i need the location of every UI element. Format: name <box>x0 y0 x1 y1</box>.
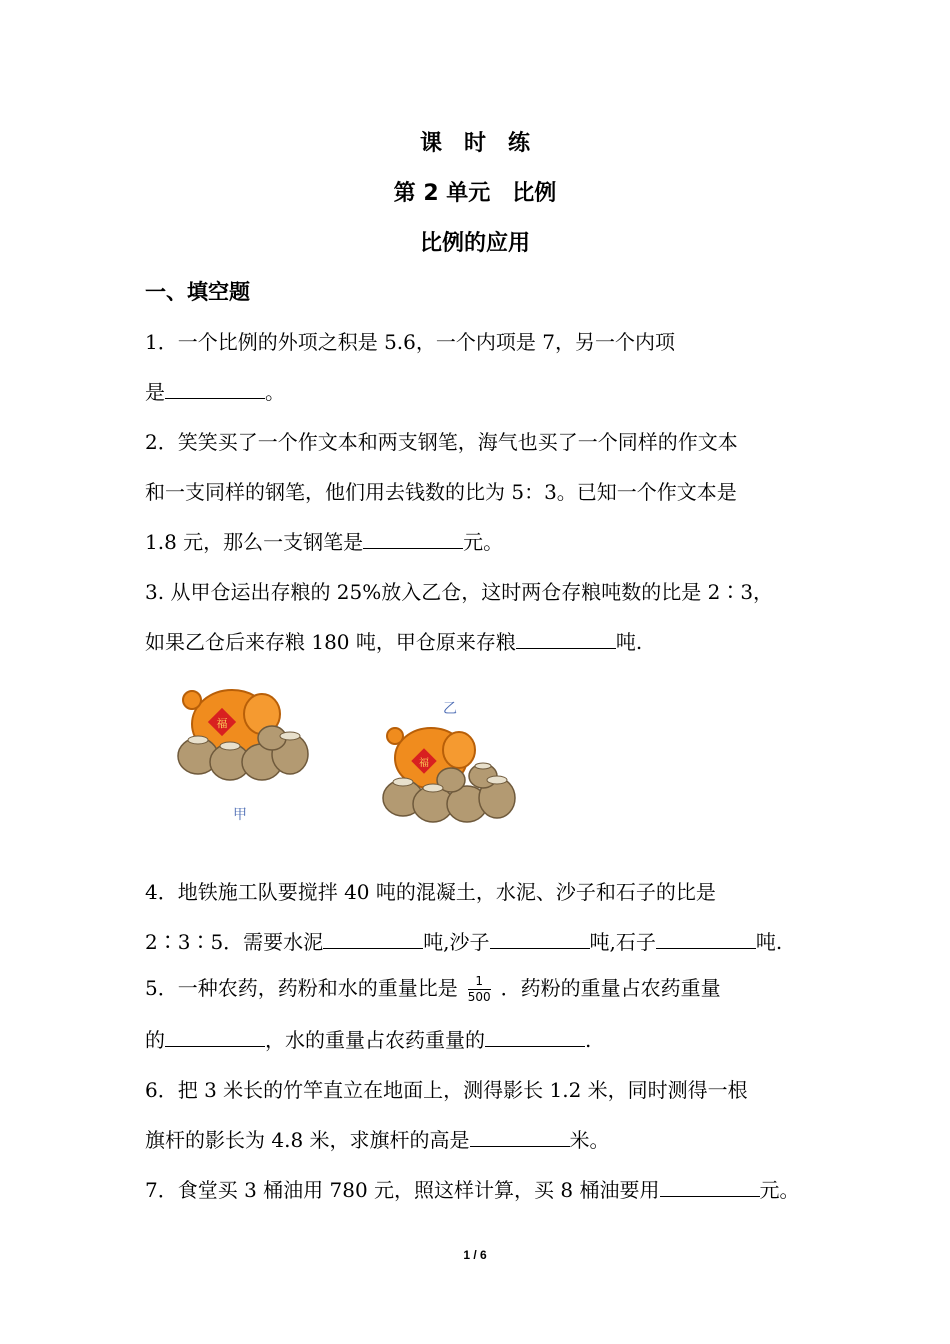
section-heading: 一、填空题 <box>145 280 250 304</box>
fu-sign: 福 <box>419 758 429 769</box>
q6-text: 旗杆的影长为 4.8 米，求旗杆的高是 <box>145 1128 470 1152</box>
q5-text-post: ．药粉的重量占农药重量 <box>500 976 721 1000</box>
granary-b-illustration <box>375 718 525 828</box>
q7-answer-blank[interactable] <box>660 1178 760 1197</box>
q5-text-a: 的 <box>145 1028 165 1052</box>
q4-text-b: 吨,沙子 <box>423 930 490 954</box>
q4-text-a: 2∶3∶5．需要水泥 <box>145 930 324 954</box>
q4-cement-blank[interactable] <box>323 930 423 949</box>
q5-text-c: . <box>585 1028 592 1052</box>
q2-text-end: 元。 <box>463 530 504 554</box>
q4-stone-blank[interactable] <box>656 930 756 949</box>
q3-text-end: 吨. <box>615 630 643 654</box>
page-number: 1 / 6 <box>463 1248 487 1262</box>
q5-line1 <box>145 972 721 1005</box>
label-granary-a: 甲 <box>233 807 247 823</box>
q3-line1: 3. 从甲仓运出存粮的 25%放入乙仓，这时两仓存粮吨数的比是 2∶3， <box>145 580 774 604</box>
q2-line1: 2．笑笑买了一个作文本和两支钢笔，海气也买了一个同样的作文本 <box>145 430 738 454</box>
lesson-title: 比例的应用 <box>419 231 530 256</box>
q7-text-end: 元。 <box>759 1178 800 1202</box>
q5-line2 <box>145 1024 591 1053</box>
q1-line2 <box>145 376 285 405</box>
q4-text-c: 吨,石子 <box>589 930 656 954</box>
q5-water-blank[interactable] <box>485 1028 585 1047</box>
q3-text: 如果乙仓后来存粮 180 吨，甲仓原来存粮 <box>145 630 516 654</box>
q1-line1: 1．一个比例的外项之积是 5.6，一个内项是 7，另一个内项 <box>145 330 675 354</box>
q5-fraction <box>468 974 491 1005</box>
granary-a-illustration <box>170 678 320 788</box>
fraction-numerator: 1 <box>468 974 491 990</box>
q6-answer-blank[interactable] <box>470 1128 570 1147</box>
q3-line2 <box>145 626 642 655</box>
q2-line2: 和一支同样的钢笔，他们用去钱数的比为 5：3。已知一个作文本是 <box>145 480 737 504</box>
q4-line1: 4．地铁施工队要搅拌 40 吨的混凝土，水泥、沙子和石子的比是 <box>145 880 716 904</box>
q2-answer-blank[interactable] <box>363 530 463 549</box>
unit-title: 第 2 单元 比例 <box>393 181 557 206</box>
q6-line1: 6．把 3 米长的竹竿直立在地面上，测得影长 1.2 米，同时测得一根 <box>145 1078 748 1102</box>
q5-powder-blank[interactable] <box>165 1028 265 1047</box>
q5-text-pre: 5．一种农药，药粉和水的重量比是 <box>145 976 458 1000</box>
q5-text-b: ，水的重量占农药重量的 <box>265 1028 485 1052</box>
q1-text-end: 。 <box>265 380 285 404</box>
q2-line3 <box>145 526 503 555</box>
q7-line1 <box>145 1174 800 1203</box>
q2-text: 1.8 元，那么一支钢笔是 <box>145 530 364 554</box>
q7-text: 7．食堂买 3 桶油用 780 元，照这样计算，买 8 桶油要用 <box>145 1178 660 1202</box>
q3-answer-blank[interactable] <box>516 630 616 649</box>
fu-sign: 福 <box>216 717 228 730</box>
q1-answer-blank[interactable] <box>165 380 265 399</box>
q4-text-d: 吨. <box>755 930 783 954</box>
worksheet-title: 课 时 练 <box>419 131 530 156</box>
fraction-denominator: 500 <box>467 990 491 1004</box>
q6-text-end: 米。 <box>569 1128 610 1152</box>
label-granary-b: 乙 <box>443 701 457 717</box>
q4-sand-blank[interactable] <box>490 930 590 949</box>
q1-text: 是 <box>145 380 165 404</box>
q6-line2 <box>145 1124 610 1153</box>
q4-line2 <box>145 926 782 955</box>
